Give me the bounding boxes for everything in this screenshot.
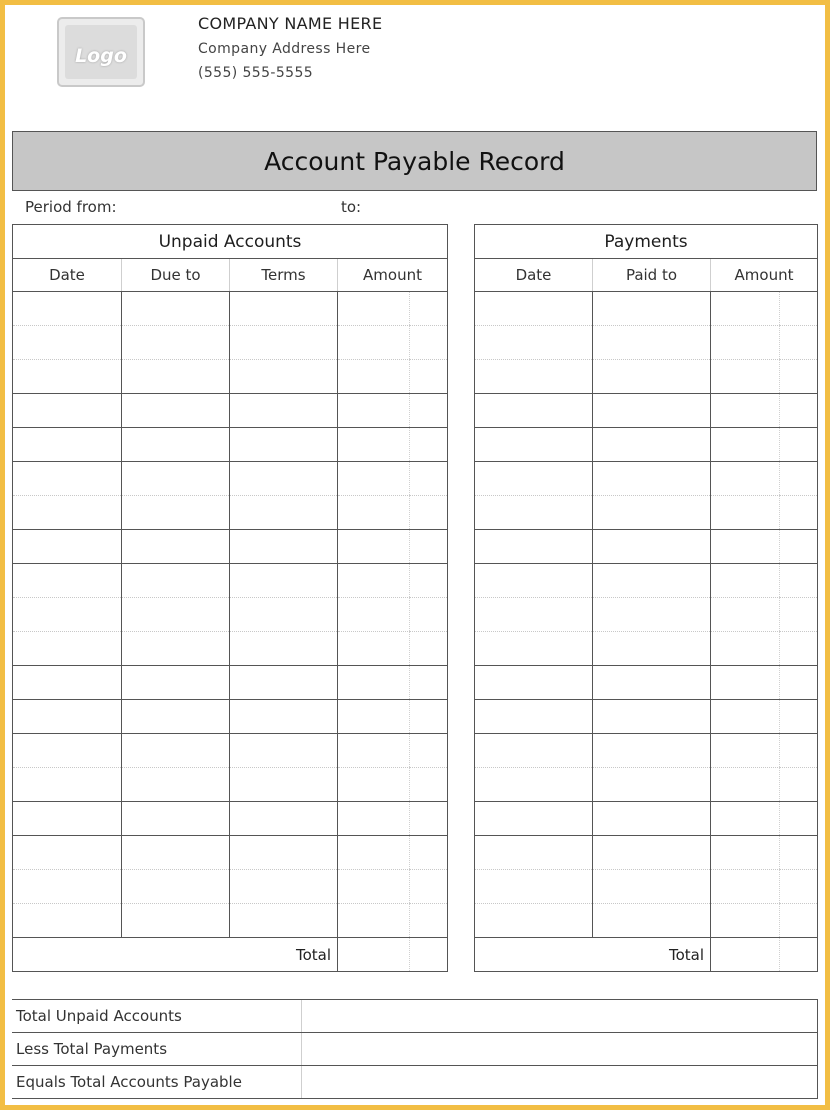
unpaid-terms-cell[interactable] <box>230 530 338 564</box>
unpaid-col-terms: Terms <box>230 259 338 292</box>
unpaid-col-due-to: Due to <box>122 259 230 292</box>
unpaid-row <box>13 598 448 632</box>
payments-amount-cell[interactable] <box>711 802 780 836</box>
company-address: Company Address Here <box>198 41 371 57</box>
unpaid-amount-cell[interactable] <box>338 564 410 598</box>
payments-paid-to-cell[interactable] <box>593 564 711 598</box>
unpaid-amount-cell[interactable] <box>338 904 410 938</box>
unpaid-due-to-cell[interactable] <box>122 700 230 734</box>
payments-cents-cell[interactable] <box>780 428 818 462</box>
unpaid-due-to-cell[interactable] <box>122 870 230 904</box>
unpaid-row <box>13 632 448 666</box>
unpaid-date-cell[interactable] <box>13 836 122 870</box>
unpaid-row <box>13 700 448 734</box>
unpaid-terms-cell[interactable] <box>230 768 338 802</box>
payments-row <box>475 564 818 598</box>
unpaid-date-cell[interactable] <box>13 428 122 462</box>
unpaid-total-amount-cell[interactable] <box>338 938 410 972</box>
payments-paid-to-cell[interactable] <box>593 292 711 326</box>
payments-amount-cell[interactable] <box>711 836 780 870</box>
unpaid-amount-cell[interactable] <box>338 462 410 496</box>
company-info <box>198 14 382 81</box>
unpaid-amount-cell[interactable] <box>338 836 410 870</box>
payments-paid-to-cell[interactable] <box>593 836 711 870</box>
logo-placeholder-text: Logo <box>75 45 127 67</box>
summary-total-unpaid-label: Total Unpaid Accounts <box>12 1000 301 1033</box>
payments-amount-cell[interactable] <box>711 734 780 768</box>
summary-less-payments-label: Less Total Payments <box>12 1033 301 1066</box>
unpaid-date-cell[interactable] <box>13 870 122 904</box>
unpaid-terms-cell[interactable] <box>230 428 338 462</box>
unpaid-row <box>13 904 448 938</box>
payments-amount-cell[interactable] <box>711 530 780 564</box>
unpaid-cents-cell[interactable] <box>410 904 448 938</box>
payments-amount-cell[interactable] <box>711 360 780 394</box>
summary-equals-total-value[interactable] <box>301 1066 817 1099</box>
unpaid-due-to-cell[interactable] <box>122 598 230 632</box>
company-logo <box>57 17 145 87</box>
unpaid-terms-cell[interactable] <box>230 904 338 938</box>
payments-paid-to-cell[interactable] <box>593 598 711 632</box>
unpaid-due-to-cell[interactable] <box>122 496 230 530</box>
unpaid-date-cell[interactable] <box>13 768 122 802</box>
unpaid-terms-cell[interactable] <box>230 598 338 632</box>
payments-row <box>475 326 818 360</box>
unpaid-cents-cell[interactable] <box>410 666 448 700</box>
unpaid-cents-cell[interactable] <box>410 496 448 530</box>
unpaid-date-cell[interactable] <box>13 462 122 496</box>
unpaid-due-to-cell[interactable] <box>122 326 230 360</box>
unpaid-terms-cell[interactable] <box>230 394 338 428</box>
unpaid-terms-cell[interactable] <box>230 870 338 904</box>
unpaid-due-to-cell[interactable] <box>122 530 230 564</box>
unpaid-date-cell[interactable] <box>13 394 122 428</box>
unpaid-cents-cell[interactable] <box>410 632 448 666</box>
payments-total-label: Total <box>475 938 711 972</box>
unpaid-row <box>13 564 448 598</box>
unpaid-col-date: Date <box>13 259 122 292</box>
payments-total-amount-cell[interactable] <box>711 938 780 972</box>
payments-amount-cell[interactable] <box>711 598 780 632</box>
unpaid-due-to-cell[interactable] <box>122 292 230 326</box>
unpaid-due-to-cell[interactable] <box>122 428 230 462</box>
summary-table <box>12 999 818 1099</box>
payments-cents-cell[interactable] <box>780 870 818 904</box>
payments-date-cell[interactable] <box>475 292 593 326</box>
payments-amount-cell[interactable] <box>711 904 780 938</box>
unpaid-date-cell[interactable] <box>13 632 122 666</box>
payments-heading: Payments <box>475 225 818 259</box>
payments-amount-cell[interactable] <box>711 768 780 802</box>
unpaid-row <box>13 292 448 326</box>
period-to-label: to: <box>341 198 362 216</box>
unpaid-cents-cell[interactable] <box>410 802 448 836</box>
unpaid-col-amount: Amount <box>338 259 448 292</box>
unpaid-amount-cell[interactable] <box>338 700 410 734</box>
payments-amount-cell[interactable] <box>711 326 780 360</box>
payments-row <box>475 904 818 938</box>
unpaid-cents-cell[interactable] <box>410 326 448 360</box>
payments-paid-to-cell[interactable] <box>593 904 711 938</box>
payments-row <box>475 462 818 496</box>
unpaid-row <box>13 768 448 802</box>
payments-paid-to-cell[interactable] <box>593 428 711 462</box>
summary-total-unpaid-value[interactable] <box>301 1000 817 1033</box>
payments-paid-to-cell[interactable] <box>593 394 711 428</box>
unpaid-date-cell[interactable] <box>13 326 122 360</box>
unpaid-row <box>13 666 448 700</box>
unpaid-total-cents-cell[interactable] <box>410 938 448 972</box>
payments-row <box>475 700 818 734</box>
payments-amount-cell[interactable] <box>711 870 780 904</box>
unpaid-cents-cell[interactable] <box>410 768 448 802</box>
unpaid-cents-cell[interactable] <box>410 428 448 462</box>
unpaid-date-cell[interactable] <box>13 598 122 632</box>
payments-row <box>475 836 818 870</box>
payments-paid-to-cell[interactable] <box>593 870 711 904</box>
unpaid-amount-cell[interactable] <box>338 666 410 700</box>
unpaid-amount-cell[interactable] <box>338 428 410 462</box>
payments-row <box>475 870 818 904</box>
payments-date-cell[interactable] <box>475 666 593 700</box>
payments-date-cell[interactable] <box>475 870 593 904</box>
unpaid-amount-cell[interactable] <box>338 598 410 632</box>
payments-amount-cell[interactable] <box>711 462 780 496</box>
payments-paid-to-cell[interactable] <box>593 700 711 734</box>
page-title: Account Payable Record <box>12 131 817 191</box>
payments-row <box>475 598 818 632</box>
payments-paid-to-cell[interactable] <box>593 326 711 360</box>
company-name: COMPANY NAME HERE <box>198 14 383 33</box>
payments-paid-to-cell[interactable] <box>593 666 711 700</box>
payments-col-date: Date <box>475 259 593 292</box>
unpaid-terms-cell[interactable] <box>230 700 338 734</box>
payments-date-cell[interactable] <box>475 632 593 666</box>
payments-row <box>475 666 818 700</box>
unpaid-date-cell[interactable] <box>13 666 122 700</box>
unpaid-row <box>13 870 448 904</box>
payments-paid-to-cell[interactable] <box>593 360 711 394</box>
unpaid-due-to-cell[interactable] <box>122 564 230 598</box>
unpaid-due-to-cell[interactable] <box>122 802 230 836</box>
unpaid-terms-cell[interactable] <box>230 496 338 530</box>
unpaid-cents-cell[interactable] <box>410 564 448 598</box>
unpaid-row <box>13 734 448 768</box>
unpaid-due-to-cell[interactable] <box>122 734 230 768</box>
unpaid-amount-cell[interactable] <box>338 768 410 802</box>
unpaid-cents-cell[interactable] <box>410 734 448 768</box>
unpaid-terms-cell[interactable] <box>230 836 338 870</box>
unpaid-cents-cell[interactable] <box>410 870 448 904</box>
payments-row <box>475 428 818 462</box>
payments-row <box>475 292 818 326</box>
payments-row <box>475 360 818 394</box>
payments-paid-to-cell[interactable] <box>593 462 711 496</box>
payments-date-cell[interactable] <box>475 564 593 598</box>
unpaid-terms-cell[interactable] <box>230 292 338 326</box>
unpaid-row <box>13 530 448 564</box>
unpaid-terms-cell[interactable] <box>230 360 338 394</box>
payments-cents-cell[interactable] <box>780 462 818 496</box>
unpaid-due-to-cell[interactable] <box>122 394 230 428</box>
unpaid-amount-cell[interactable] <box>338 734 410 768</box>
unpaid-row <box>13 462 448 496</box>
unpaid-terms-cell[interactable] <box>230 802 338 836</box>
payments-col-amount: Amount <box>711 259 818 292</box>
payments-cents-cell[interactable] <box>780 666 818 700</box>
payments-total-cents-cell[interactable] <box>780 938 818 972</box>
period-from-label: Period from: <box>25 198 117 216</box>
payments-date-cell[interactable] <box>475 904 593 938</box>
payments-date-cell[interactable] <box>475 836 593 870</box>
payments-cents-cell[interactable] <box>780 394 818 428</box>
payments-row <box>475 394 818 428</box>
payments-date-cell[interactable] <box>475 768 593 802</box>
unpaid-cents-cell[interactable] <box>410 530 448 564</box>
unpaid-row <box>13 360 448 394</box>
unpaid-date-cell[interactable] <box>13 904 122 938</box>
payments-cents-cell[interactable] <box>780 326 818 360</box>
unpaid-due-to-cell[interactable] <box>122 768 230 802</box>
payments-amount-cell[interactable] <box>711 428 780 462</box>
payments-row <box>475 802 818 836</box>
payments-cents-cell[interactable] <box>780 700 818 734</box>
unpaid-amount-cell[interactable] <box>338 292 410 326</box>
payments-date-cell[interactable] <box>475 394 593 428</box>
unpaid-terms-cell[interactable] <box>230 632 338 666</box>
company-phone: (555) 555-5555 <box>198 65 314 81</box>
unpaid-date-cell[interactable] <box>13 360 122 394</box>
payments-paid-to-cell[interactable] <box>593 734 711 768</box>
payments-cents-cell[interactable] <box>780 530 818 564</box>
payments-cents-cell[interactable] <box>780 598 818 632</box>
unpaid-date-cell[interactable] <box>13 292 122 326</box>
unpaid-amount-cell[interactable] <box>338 326 410 360</box>
unpaid-due-to-cell[interactable] <box>122 904 230 938</box>
unpaid-total-label: Total <box>13 938 338 972</box>
payments-paid-to-cell[interactable] <box>593 802 711 836</box>
payments-cents-cell[interactable] <box>780 564 818 598</box>
payments-amount-cell[interactable] <box>711 496 780 530</box>
payments-cents-cell[interactable] <box>780 836 818 870</box>
payments-row <box>475 530 818 564</box>
unpaid-amount-cell[interactable] <box>338 496 410 530</box>
payments-paid-to-cell[interactable] <box>593 632 711 666</box>
unpaid-due-to-cell[interactable] <box>122 836 230 870</box>
unpaid-terms-cell[interactable] <box>230 564 338 598</box>
unpaid-terms-cell[interactable] <box>230 462 338 496</box>
unpaid-accounts-table <box>12 224 448 972</box>
payments-date-cell[interactable] <box>475 802 593 836</box>
unpaid-date-cell[interactable] <box>13 734 122 768</box>
payments-col-paid-to: Paid to <box>593 259 711 292</box>
payments-cents-cell[interactable] <box>780 768 818 802</box>
payments-row <box>475 496 818 530</box>
unpaid-date-cell[interactable] <box>13 496 122 530</box>
unpaid-terms-cell[interactable] <box>230 326 338 360</box>
payments-cents-cell[interactable] <box>780 904 818 938</box>
unpaid-amount-cell[interactable] <box>338 870 410 904</box>
payments-paid-to-cell[interactable] <box>593 530 711 564</box>
unpaid-amount-cell[interactable] <box>338 394 410 428</box>
payments-cents-cell[interactable] <box>780 734 818 768</box>
unpaid-accounts-heading: Unpaid Accounts <box>13 225 448 259</box>
unpaid-amount-cell[interactable] <box>338 360 410 394</box>
unpaid-date-cell[interactable] <box>13 564 122 598</box>
payments-amount-cell[interactable] <box>711 632 780 666</box>
payments-date-cell[interactable] <box>475 360 593 394</box>
unpaid-amount-cell[interactable] <box>338 530 410 564</box>
unpaid-cents-cell[interactable] <box>410 360 448 394</box>
unpaid-date-cell[interactable] <box>13 700 122 734</box>
payments-amount-cell[interactable] <box>711 700 780 734</box>
payments-amount-cell[interactable] <box>711 394 780 428</box>
unpaid-cents-cell[interactable] <box>410 598 448 632</box>
payments-date-cell[interactable] <box>475 700 593 734</box>
payments-cents-cell[interactable] <box>780 496 818 530</box>
payments-row <box>475 734 818 768</box>
unpaid-amount-cell[interactable] <box>338 632 410 666</box>
unpaid-date-cell[interactable] <box>13 530 122 564</box>
payments-row <box>475 768 818 802</box>
unpaid-cents-cell[interactable] <box>410 462 448 496</box>
unpaid-row <box>13 836 448 870</box>
payments-table <box>474 224 818 972</box>
unpaid-amount-cell[interactable] <box>338 802 410 836</box>
unpaid-due-to-cell[interactable] <box>122 666 230 700</box>
unpaid-terms-cell[interactable] <box>230 666 338 700</box>
unpaid-due-to-cell[interactable] <box>122 360 230 394</box>
unpaid-cents-cell[interactable] <box>410 292 448 326</box>
payments-date-cell[interactable] <box>475 734 593 768</box>
summary-equals-total-label: Equals Total Accounts Payable <box>12 1066 301 1099</box>
unpaid-row <box>13 326 448 360</box>
payments-cents-cell[interactable] <box>780 632 818 666</box>
payments-cents-cell[interactable] <box>780 360 818 394</box>
unpaid-cents-cell[interactable] <box>410 700 448 734</box>
payments-row <box>475 632 818 666</box>
unpaid-cents-cell[interactable] <box>410 836 448 870</box>
unpaid-row <box>13 394 448 428</box>
payments-paid-to-cell[interactable] <box>593 496 711 530</box>
unpaid-row <box>13 802 448 836</box>
payments-date-cell[interactable] <box>475 496 593 530</box>
payments-date-cell[interactable] <box>475 428 593 462</box>
unpaid-due-to-cell[interactable] <box>122 632 230 666</box>
payments-date-cell[interactable] <box>475 598 593 632</box>
payments-date-cell[interactable] <box>475 326 593 360</box>
unpaid-terms-cell[interactable] <box>230 734 338 768</box>
payments-cents-cell[interactable] <box>780 292 818 326</box>
payments-amount-cell[interactable] <box>711 564 780 598</box>
unpaid-cents-cell[interactable] <box>410 394 448 428</box>
unpaid-row <box>13 428 448 462</box>
payments-cents-cell[interactable] <box>780 802 818 836</box>
unpaid-due-to-cell[interactable] <box>122 462 230 496</box>
payments-amount-cell[interactable] <box>711 292 780 326</box>
payments-amount-cell[interactable] <box>711 666 780 700</box>
unpaid-date-cell[interactable] <box>13 802 122 836</box>
payments-date-cell[interactable] <box>475 530 593 564</box>
unpaid-row <box>13 496 448 530</box>
summary-less-payments-value[interactable] <box>301 1033 817 1066</box>
payments-date-cell[interactable] <box>475 462 593 496</box>
payments-paid-to-cell[interactable] <box>593 768 711 802</box>
